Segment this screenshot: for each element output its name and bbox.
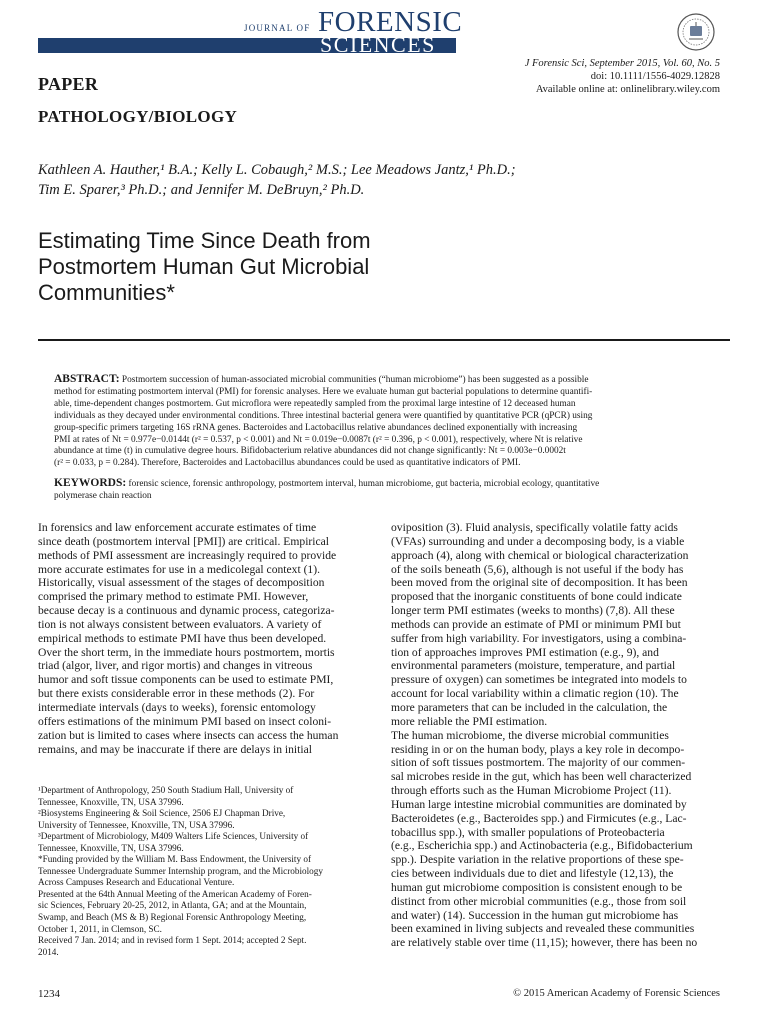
body-line: zation but is limited to cases where insects can access the human (38, 728, 339, 742)
body-line: In forensics and law enforcement accurate estimates of time (38, 521, 317, 534)
keywords-line: KEYWORDS: forensic science, forensic anthropology, postmortem interval, human microbiome, gut bacteria, microbial ecology, quantitative (54, 478, 600, 489)
body-line: triad (algor, liver, and rigor mortis) and changes in vitreous (38, 659, 313, 673)
footnote-line: ²Biosystems Engineering & Soil Science, 2506 EJ Chapman Drive, (38, 808, 286, 819)
footnote-line: sic Sciences, February 20-25, 2012, in Atlanta, GA; and at the Mountain, (38, 900, 307, 911)
body-line: cies between individuals due to diet and lifestyle (12,13), the (391, 867, 674, 881)
body-line: Human large intestine microbial communities are dominated by (391, 797, 687, 811)
body-line: approach (4), along with chemical or biological characterization (391, 548, 689, 562)
body-line: longer term PMI estimates (weeks to months) (7,8). All these (391, 604, 675, 618)
body-line: intermediate intervals (days to weeks), forensic entomology (38, 700, 316, 714)
citation-block (400, 57, 720, 96)
footnote-line: Swamp, and Beach (MS & B) Regional Forensic Anthropology Meeting, (38, 912, 307, 923)
body-line: pressure of oxygen) can sometimes be integrated into models to (391, 673, 687, 687)
body-line: more parameters that can be included in the calculation, the (391, 700, 668, 714)
body-line: more reliable the PMI estimation. (391, 714, 548, 728)
body-column-right (391, 521, 731, 950)
body-line: oviposition (3). Fluid analysis, specifically volatile fatty acids (391, 521, 678, 534)
body-line: Over the short term, in the immediate hours postmortem, mortis (38, 645, 335, 659)
article-title (38, 228, 638, 306)
citation-doi: doi: 10.1111/1556-4029.12828 (590, 71, 720, 82)
footnote-line: University of Tennessee, Knoxville, TN, USA 37996. (38, 819, 235, 830)
body-line: remains, and may be inaccurate if there are delays in initial (38, 742, 312, 756)
footnote-line: Across Campuses Research and Educational Venture. (38, 877, 235, 888)
page-number: 1234 (38, 988, 60, 1000)
section-subject: PATHOLOGY/BIOLOGY (38, 107, 238, 126)
body-line: since death (postmortem interval [PMI]) are critical. Empirical (38, 534, 330, 548)
title-divider (38, 339, 730, 341)
body-line: environmental parameters (moisture, temperature, and partial (391, 659, 676, 673)
body-line: spp.). Despite variation in the relative proportions of these spe- (391, 853, 684, 867)
body-line: methods can provide an estimate of PMI or minimum PMI but (391, 617, 681, 631)
body-line: because decay is a continuous and dynamic process, categoriza- (38, 604, 335, 618)
body-line: tobacillus spp.), with smaller populations of Proteobacteria (391, 825, 665, 839)
academy-seal-icon (676, 12, 716, 52)
title-line: Communities* (38, 280, 175, 305)
body-line: been moved from the original site of decomposition. It has been (391, 576, 688, 590)
body-line: through efforts such as the Human Microbiome Project (11). (391, 784, 672, 798)
author-line: Kathleen A. Hauther,¹ B.A.; Kelly L. Cobaugh,² M.S.; Lee Meadows Jantz,¹ Ph.D.; (38, 162, 516, 178)
body-line: tion is not always consistent between evaluators. A variety of (38, 617, 322, 631)
footnote-line: Tennessee Undergraduate Summer Internship program, and the Microbiology (38, 865, 323, 876)
abstract-line: PMI at rates of Nt = 0.977e−0.0144t (r² = 0.537, p < 0.001) and Nt = 0.019e−0.0087t (r² = 0.396, p < 0.001), respectively, where Nt is relative (54, 434, 583, 445)
abstract-line: abundance at time (t) in cumulative degree hours. Bifidobacterium relative abundances did not change significantly: Nt = 0.003e−0.0002t (54, 446, 566, 457)
copyright-notice: © 2015 American Academy of Forensic Sciences (513, 988, 720, 999)
footnotes (38, 785, 378, 958)
body-line: tion of approaches improves PMI estimation (e.g., 9), and (391, 645, 659, 659)
body-line: sal microbes reside in the gut, which has been well characterized (391, 770, 692, 784)
body-line: more accurate estimates for use in a medicolegal context (1). (38, 562, 320, 576)
abstract-line: able, time-dependent changes postmortem. Gut microflora were repeatedly sampled from the proximal large intestine of 12 deceased human (54, 398, 576, 409)
body-line: methods of PMI assessment are increasingly required to provide (38, 548, 337, 562)
journal-name-top: FORENSIC (318, 6, 463, 38)
body-line: humor and soft tissue components can be used to estimate PMI, (38, 673, 334, 687)
abstract-line: (r² = 0.033, p = 0.284). Therefore, Bacteroides and Lactobacillus abundances could be used as quantitative indicators of PMI. (54, 458, 521, 469)
keywords-line: polymerase chain reaction (54, 490, 152, 501)
body-line: suffer from high variability. For investigators, using a combina- (391, 631, 687, 645)
footnote-line: ³Department of Microbiology, M409 Walters Life Sciences, University of (38, 831, 309, 842)
footnote-line: Tennessee, Knoxville, TN, USA 37996. (38, 842, 184, 853)
body-line: (VFAs) surrounding and under a decomposing body, is a viable (391, 534, 685, 548)
citation-online: Available online at: onlinelibrary.wiley.com (535, 84, 720, 95)
journal-of-label: JOURNAL OF (244, 23, 311, 33)
abstract (54, 374, 730, 470)
body-line: distinct from other microbial communities (e.g., those from soil (391, 894, 687, 908)
body-line: comprised the primary method to estimate PMI. However, (38, 590, 309, 604)
author-line: Tim E. Sparer,³ Ph.D.; and Jennifer M. DeBruyn,² Ph.D. (38, 182, 365, 198)
body-line: Bacteroidetes (e.g., Bacteroides spp.) and Firmicutes (e.g., Lac- (391, 811, 687, 825)
footnote-line: ¹Department of Anthropology, 250 South Stadium Hall, University of (38, 785, 294, 795)
section-type: PAPER (38, 74, 99, 94)
body-line: sition of soft tissues postmortem. The majority of our commen- (391, 756, 686, 770)
footnote-line: Presented at the 64th Annual Meeting of the American Academy of Foren- (38, 888, 312, 899)
footnote-line: Received 7 Jan. 2014; and in revised form 1 Sept. 2014; accepted 2 Sept. (38, 935, 307, 946)
body-line: been examined in living subjects and revealed these communities (391, 922, 695, 936)
body-line: of the soils beneath (5,6), although is not useful if the body has (391, 562, 684, 576)
body-line: The human microbiome, the diverse microbial communities (391, 728, 669, 742)
body-line: account for local variability within a climatic region (10). The (391, 687, 679, 701)
footnote-line: *Funding provided by the William M. Bass Endowment, the University of (38, 854, 312, 865)
body-line: human gut microbiome composition is consistent enough to be (391, 880, 683, 894)
body-line: are relatively stable over time (11,15); however, there has been no (391, 936, 698, 950)
body-line: offers estimations of the minimum PMI based on insect coloni- (38, 714, 332, 728)
abstract-line: group-specific primers targeting 16S rRNA genes. Bacteroides and Lactobacillus relative abundances declined exponentially with increasing (54, 422, 578, 433)
footnote-line: Tennessee, Knoxville, TN, USA 37996. (38, 796, 184, 807)
body-line: but there exists considerable error in these methods (2). For (38, 687, 315, 701)
abstract-line: ABSTRACT: Postmortem succession of human-associated microbial communities (“human microbiome”) has been suggested as a possible (54, 374, 589, 385)
citation-journal-issue: J Forensic Sci, September 2015, Vol. 60, No. 5 (524, 58, 720, 69)
body-line: empirical methods to estimate PMI have thus been developed. (38, 631, 327, 645)
title-line: Postmortem Human Gut Microbial (38, 254, 370, 279)
author-list (38, 160, 738, 200)
abstract-line: individuals as they decayed under environmental conditions. Three intestinal bacterial genera were quantified by quantitative PCR (qPCR) using (54, 410, 593, 421)
body-line: proposed that the inorganic constituents of bone could indicate (391, 590, 682, 604)
footnote-line: 2014. (38, 946, 59, 957)
footnote-line: October 1, 2011, in Clemson, SC. (38, 923, 162, 934)
body-column-left (38, 521, 378, 756)
keywords (54, 478, 730, 503)
abstract-label: ABSTRACT: (54, 374, 120, 385)
body-line: (e.g., Escherichia spp.) and Actinobacteria (e.g., Bifidobacterium (391, 839, 693, 853)
journal-name-bottom: SCIENCES (320, 32, 436, 57)
keywords-label: KEYWORDS: (54, 478, 127, 489)
body-line: and water) (14). Succession in the human gut microbiome has (391, 908, 679, 922)
abstract-line: method for estimating postmortem interval (PMI) for forensic analyses. Here we evaluate human gut bacterial populations to determine quantifi- (54, 386, 593, 397)
body-line: Historically, visual assessment of the stages of decomposition (38, 576, 325, 590)
body-line: residing in or on the human body, plays a key role in decompo- (391, 742, 685, 756)
title-line: Estimating Time Since Death from (38, 228, 371, 253)
